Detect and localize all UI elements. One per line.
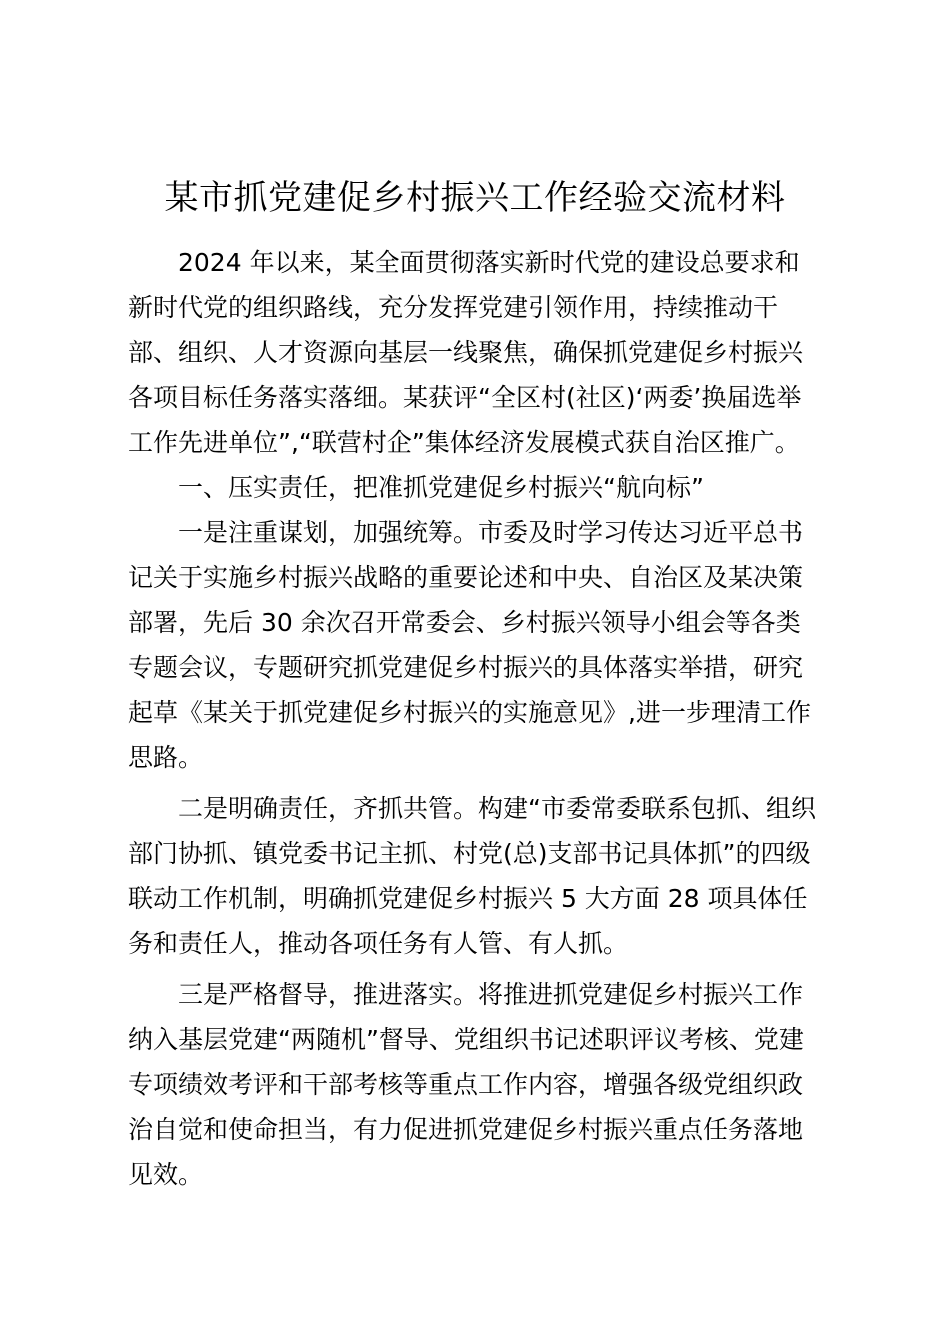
text-line: 2024 年以来，某全面贯彻落实新时代党的建设总要求和 [178,248,800,277]
text-line: 思路。 [128,743,204,772]
text-line: 新时代党的组织路线，充分发挥党建引领作用，持续推动干 [128,293,779,322]
text-line: 务和责任人，推动各项任务有人管、有人抓。 [128,929,629,958]
text-line: 部署，先后 30 余次召开常委会、乡村振兴领导小组会等各类 [128,608,801,637]
text-line: 工作先进单位”,“联营村企”集体经济发展模式获自治区推广。 [128,428,800,457]
document-body [128,240,828,1197]
text-line: 见效。 [128,1160,204,1189]
text-line: 一是注重谋划，加强统筹。市委及时学习传达习近平总书 [178,518,804,547]
section-heading: 一、压实责任，把准抓党建促乡村振兴“航向标” [178,473,704,502]
document-title: 某市抓党建促乡村振兴工作经验交流材料 [164,178,786,218]
text-line: 专项绩效考评和干部考核等重点工作内容，增强各级党组织政 [128,1070,804,1099]
text-line: 纳入基层党建“两随机”督导、党组织书记述职评议考核、党建 [128,1025,804,1054]
text-line: 三是严格督导，推进落实。将推进抓党建促乡村振兴工作 [178,980,804,1009]
text-line: 联动工作机制，明确抓党建促乡村振兴 5 大方面 28 项具体任 [128,884,808,913]
text-line: 各项目标任务落实落细。某获评“全区村(社区)‘两委’换届选举 [128,383,802,412]
text-line: 部、组织、人才资源向基层一线聚焦，确保抓党建促乡村振兴 [128,338,804,367]
text-line: 治自觉和使命担当，有力促进抓党建促乡村振兴重点任务落地 [128,1115,804,1144]
text-line: 起草《某关于抓党建促乡村振兴的实施意见》,进一步理清工作 [128,698,811,727]
text-line: 二是明确责任，齐抓共管。构建“市委常委联系包抓、组织 [178,794,816,823]
text-line: 部门协抓、镇党委书记主抓、村党(总)支部书记具体抓”的四级 [128,839,811,868]
text-line: 记关于实施乡村振兴战略的重要论述和中央、自治区及某决策 [128,563,804,592]
text-line: 专题会议，专题研究抓党建促乡村振兴的具体落实举措，研究 [128,653,804,682]
